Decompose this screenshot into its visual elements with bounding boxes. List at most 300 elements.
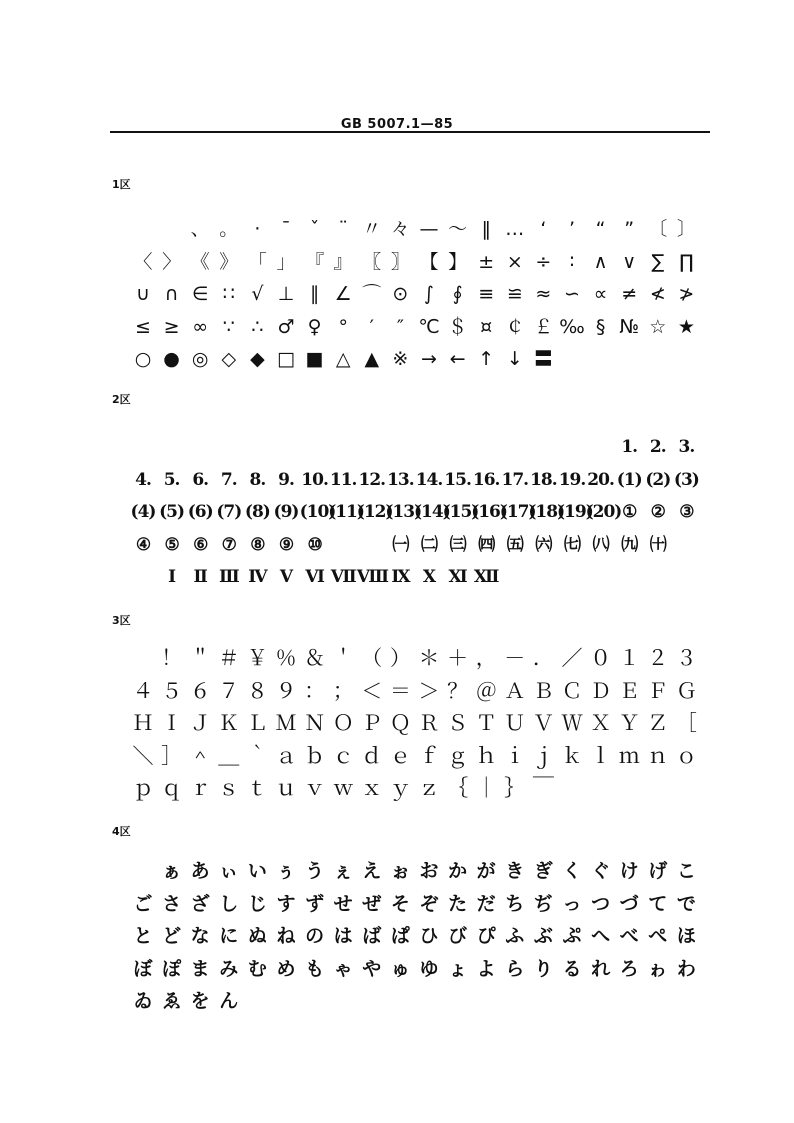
code-cell: な	[190, 925, 210, 947]
code-cell	[500, 432, 530, 462]
code-cell: Ｓ	[447, 711, 469, 735]
code-cell: 〕	[676, 218, 696, 240]
code-cell: 》	[219, 250, 239, 273]
code-cell: Ⅸ	[391, 567, 410, 587]
code-cell: ｏ	[675, 743, 697, 768]
code-cell: ∪	[136, 283, 150, 305]
code-cell: Ⅺ	[448, 567, 467, 587]
code-cell: を	[190, 990, 210, 1012]
code-cell	[443, 432, 473, 462]
code-cell: Ⅲ	[218, 567, 239, 587]
code-cell: ｕ	[275, 776, 297, 800]
code-cell: ②	[650, 502, 665, 522]
code-cell: お	[419, 860, 439, 882]
code-cell: う	[305, 860, 325, 882]
code-cell: そ	[390, 892, 410, 915]
code-cell: ぺ	[648, 925, 668, 947]
code-cell: け	[619, 860, 639, 882]
code-cell: ｐ	[132, 776, 154, 800]
code-cell: 〓	[533, 348, 553, 370]
code-cell: ㈠	[392, 534, 409, 555]
code-cell: き	[505, 860, 525, 882]
code-cell: ≯	[678, 283, 695, 305]
code-cell: (12)	[356, 502, 393, 522]
code-cell: ぬ	[247, 925, 267, 947]
code-cell: －	[504, 646, 526, 670]
code-cell: ば	[362, 925, 382, 947]
code-cell: 14.	[415, 469, 443, 490]
code-cell: 16.	[472, 469, 500, 490]
code-cell: ゑ	[162, 990, 182, 1012]
code-cell: ＝	[389, 678, 411, 703]
code-cell: ＂	[189, 646, 211, 670]
code-cell	[300, 432, 330, 462]
code-cell: ９	[275, 678, 297, 703]
code-cell: ゅ	[390, 957, 410, 980]
code-cell: せ	[333, 892, 353, 915]
code-cell: ぽ	[162, 957, 182, 980]
header-rule	[110, 131, 710, 133]
code-cell: や	[362, 957, 382, 980]
code-cell: ぱ	[390, 925, 410, 947]
code-cell: ａ	[275, 743, 297, 768]
code-cell: ぴ	[476, 925, 496, 947]
code-cell: ぁ	[162, 860, 182, 882]
code-cell: ＆	[304, 646, 326, 670]
code-cell: ぉ	[390, 860, 410, 882]
code-cell: Ｄ	[590, 678, 612, 703]
code-cell: (9)	[273, 502, 299, 522]
code-cell: は	[333, 925, 353, 947]
code-cell: Ⅻ	[473, 567, 499, 587]
code-cell: (11)	[328, 502, 364, 522]
code-cell: ≈	[535, 283, 552, 305]
code-cell: ∷	[222, 283, 235, 305]
code-cell: 〃	[362, 218, 382, 240]
code-cell: §	[595, 315, 606, 338]
code-cell	[128, 214, 158, 244]
code-cell: ¨	[338, 218, 348, 240]
code-cell: ＞	[418, 678, 440, 703]
code-cell	[242, 432, 272, 462]
code-cell: ㈡	[421, 534, 437, 555]
code-cell: ″	[396, 315, 404, 338]
code-cell: ＊	[418, 646, 440, 670]
code-cell: ょ	[448, 957, 468, 980]
code-cell: ま	[190, 957, 210, 980]
code-cell: ∴	[251, 315, 264, 338]
code-cell: ≮	[649, 283, 666, 305]
zone-3-label: 3区	[112, 614, 131, 627]
code-cell: （	[361, 646, 383, 670]
code-cell: —	[419, 218, 439, 240]
code-cell: ′	[369, 315, 374, 338]
code-cell: ０	[590, 646, 612, 670]
code-cell: ←	[449, 348, 466, 370]
code-cell: Ⅵ	[305, 567, 324, 587]
code-cell: こ	[676, 860, 696, 882]
code-cell: 9.	[278, 469, 294, 490]
code-cell: の	[305, 925, 325, 947]
code-cell	[271, 432, 301, 462]
code-cell: 〔	[648, 218, 668, 240]
code-cell: ｚ	[418, 776, 440, 800]
code-cell: Ｒ	[418, 711, 440, 735]
code-cell: Ｆ	[647, 678, 669, 703]
code-cell: (3)	[673, 469, 699, 490]
code-cell: ，	[475, 646, 497, 670]
code-cell: ”	[624, 218, 635, 240]
code-cell: ｋ	[561, 743, 583, 768]
zone-1-label: 1区	[112, 178, 131, 191]
code-cell: ↑	[478, 348, 495, 370]
code-cell: と	[133, 925, 153, 947]
code-cell: 20.	[587, 469, 614, 490]
code-cell: ぷ	[562, 925, 582, 947]
code-cell: 《	[190, 250, 210, 273]
code-cell: ［	[675, 711, 697, 735]
code-cell: 3.	[678, 437, 695, 457]
code-cell: ÷	[535, 250, 552, 273]
code-cell: (16)	[471, 502, 507, 522]
code-cell: ㈨	[621, 534, 638, 555]
code-cell: る	[562, 957, 582, 980]
code-cell: す	[276, 892, 296, 915]
code-cell: ：	[304, 678, 326, 703]
code-cell: (14)	[414, 502, 450, 522]
code-cell: ≥	[163, 315, 180, 338]
code-cell: ≌	[506, 283, 523, 305]
code-cell: 『	[305, 250, 325, 273]
code-cell: 」	[276, 250, 296, 273]
code-cell: ｆ	[418, 743, 440, 768]
code-cell: ｌ	[590, 743, 612, 768]
code-cell: ｘ	[361, 776, 383, 800]
code-cell: (1)	[616, 469, 642, 490]
code-cell: Ｇ	[675, 678, 697, 703]
code-cell: ５	[161, 678, 183, 703]
code-cell: 〗	[390, 250, 410, 273]
code-cell: ＾	[189, 743, 211, 768]
code-cell: ＠	[475, 678, 497, 703]
code-cell: に	[219, 925, 239, 947]
code-cell: ◇	[221, 348, 237, 370]
code-cell: へ	[591, 925, 611, 947]
code-cell: ·	[254, 218, 261, 240]
code-cell: ぞ	[419, 892, 439, 915]
code-cell: Ｍ	[275, 711, 297, 735]
code-cell: て	[648, 892, 668, 915]
code-cell: も	[305, 957, 325, 980]
code-cell: ふ	[505, 925, 525, 947]
code-cell: 4.	[135, 469, 151, 490]
code-cell: ぇ	[333, 860, 353, 882]
code-cell	[357, 432, 387, 462]
code-cell: ）	[389, 646, 411, 670]
code-cell: Ｏ	[332, 711, 354, 735]
code-cell: 10.	[301, 469, 328, 490]
code-cell: ｉ	[504, 743, 526, 768]
code-cell: (2)	[645, 469, 671, 490]
code-cell: Ｔ	[475, 711, 497, 735]
code-cell: め	[276, 957, 296, 980]
code-cell: ∝	[593, 283, 608, 305]
code-cell: ／	[561, 646, 583, 670]
code-cell: Ｉ	[161, 711, 183, 735]
code-cell	[357, 530, 387, 560]
code-cell: Ｃ	[561, 678, 583, 703]
code-cell: ｂ	[304, 743, 326, 768]
code-cell: 5.	[163, 469, 180, 490]
code-cell: か	[448, 860, 468, 882]
code-cell: ±	[478, 250, 495, 273]
code-cell: (6)	[187, 502, 213, 522]
code-cell: が	[476, 860, 496, 882]
code-cell: ゎ	[648, 957, 668, 980]
code-cell: ひ	[419, 925, 439, 947]
code-cell: ｔ	[246, 776, 268, 800]
code-cell	[214, 432, 244, 462]
code-cell: (7)	[216, 502, 242, 522]
code-cell: ＄	[448, 315, 468, 338]
code-cell: ㈢	[449, 534, 466, 555]
code-cell: (13)	[385, 502, 422, 522]
code-cell: ｎ	[647, 743, 669, 768]
code-cell: Ｅ	[618, 678, 640, 703]
code-cell: ず	[305, 892, 325, 915]
code-cell	[414, 432, 444, 462]
code-cell: ろ	[619, 957, 639, 980]
code-cell: √	[251, 283, 264, 305]
code-cell: ％	[275, 646, 297, 670]
code-cell: ↓	[506, 348, 523, 370]
code-cell: ◎	[191, 348, 209, 370]
code-cell: ⑥	[193, 534, 208, 555]
code-cell: Ｊ	[189, 711, 211, 735]
code-cell: で	[676, 892, 696, 915]
code-cell: Ｐ	[361, 711, 383, 735]
code-cell	[586, 432, 616, 462]
code-cell: ２	[647, 646, 669, 670]
code-cell: ∞	[192, 315, 209, 338]
code-cell: り	[533, 957, 553, 980]
code-cell: ∽	[564, 283, 580, 305]
code-cell: １	[618, 646, 640, 670]
code-cell	[128, 856, 158, 886]
code-cell: び	[448, 925, 468, 947]
code-cell: ‖	[481, 218, 491, 240]
zone-4-label: 4区	[112, 825, 131, 838]
code-cell: げ	[648, 860, 668, 882]
code-cell	[528, 432, 558, 462]
code-cell: た	[448, 892, 468, 915]
code-cell: ｛	[447, 776, 469, 800]
code-cell: (4)	[130, 502, 156, 522]
code-cell: ○	[134, 348, 152, 370]
code-cell: ￡	[533, 315, 553, 338]
code-cell: 11.	[329, 469, 357, 490]
code-cell: ７	[218, 678, 240, 703]
code-cell: →	[421, 348, 437, 370]
code-cell: Ⅹ	[422, 567, 436, 587]
code-cell: ㈤	[506, 534, 523, 555]
code-cell: ∫	[424, 283, 434, 305]
code-cell: Ｖ	[532, 711, 554, 735]
code-cell: ¤	[480, 315, 493, 338]
code-cell: ③	[679, 502, 694, 522]
code-cell: ｅ	[389, 743, 411, 768]
code-cell: Ｗ	[561, 711, 583, 735]
code-cell: べ	[619, 925, 639, 947]
code-cell: ｀	[246, 743, 268, 768]
code-cell	[128, 562, 158, 592]
code-cell: ⑨	[278, 534, 294, 555]
code-cell: ＜	[361, 678, 383, 703]
code-cell: ∧	[593, 250, 608, 273]
code-cell: (17)	[499, 502, 536, 522]
code-cell: ℃	[418, 315, 440, 338]
code-cell: ☆	[649, 315, 667, 338]
code-cell: づ	[619, 892, 639, 915]
code-cell: つ	[591, 892, 611, 915]
code-cell: …	[505, 218, 525, 240]
code-cell: ∠	[334, 283, 352, 305]
code-cell: ￣	[532, 776, 554, 800]
code-cell	[557, 432, 587, 462]
code-cell: ６	[189, 678, 211, 703]
code-cell: し	[219, 892, 239, 915]
code-cell: 17.	[501, 469, 529, 490]
code-cell: ８	[246, 678, 268, 703]
code-cell: Ⅶ	[330, 567, 356, 587]
code-cell: ゆ	[419, 957, 439, 980]
code-cell: 15.	[444, 469, 471, 490]
code-cell: 2.	[649, 437, 666, 457]
code-cell: ？	[447, 678, 469, 703]
code-cell: ④	[135, 534, 151, 555]
code-cell: Ⅰ	[168, 567, 176, 587]
code-cell: ◆	[250, 348, 265, 370]
code-cell: ㈥	[535, 534, 552, 555]
code-cell: (19)	[557, 502, 593, 522]
code-cell: ≠	[621, 283, 638, 305]
code-cell: ｇ	[447, 743, 469, 768]
code-cell: 。	[219, 218, 239, 240]
code-cell: 7.	[220, 469, 237, 490]
code-cell: ｝	[504, 776, 526, 800]
code-cell: ｑ	[161, 776, 183, 800]
code-cell: ‘	[540, 218, 547, 240]
code-cell: み	[219, 957, 239, 980]
code-cell: ゐ	[133, 990, 153, 1012]
code-cell: Ｙ	[618, 711, 640, 735]
code-cell: ∏	[679, 250, 694, 273]
code-cell	[328, 432, 358, 462]
code-cell: ∩	[164, 283, 179, 305]
code-cell: ｊ	[532, 743, 554, 768]
code-cell: ほ	[676, 925, 696, 947]
code-cell: ３	[675, 646, 697, 670]
code-cell: 8.	[249, 469, 266, 490]
code-cell: ざ	[190, 892, 210, 915]
code-cell: Ⅱ	[193, 567, 207, 587]
code-cell: ≤	[135, 315, 151, 338]
code-cell: ４	[132, 678, 154, 703]
code-cell: ぅ	[276, 860, 296, 882]
code-cell: Ⅳ	[248, 567, 267, 587]
code-cell: ㈩	[649, 534, 666, 555]
code-cell: (18)	[528, 502, 565, 522]
code-cell: 』	[333, 250, 353, 273]
code-cell: っ	[562, 892, 582, 915]
code-cell: ら	[505, 957, 525, 980]
code-cell: ぶ	[533, 925, 553, 947]
code-cell: Ⅴ	[279, 567, 293, 587]
code-cell: む	[247, 957, 267, 980]
code-cell: い	[247, 860, 267, 882]
code-cell: ⑦	[221, 534, 236, 555]
code-cell: (10)	[299, 502, 336, 522]
code-cell: ＼	[132, 743, 154, 768]
code-cell: ゃ	[333, 957, 353, 980]
code-cell: ご	[133, 892, 153, 915]
code-cell: ｗ	[332, 776, 354, 800]
code-cell: Ⅷ	[356, 567, 389, 587]
code-cell: ’	[568, 218, 576, 240]
code-cell: じ	[247, 892, 267, 915]
code-cell: 13.	[387, 469, 414, 490]
code-cell: れ	[591, 957, 611, 980]
code-cell: ぜ	[362, 892, 382, 915]
code-cell: ≡	[478, 283, 495, 305]
code-cell: ｒ	[189, 776, 211, 800]
code-cell: ‰	[559, 315, 585, 338]
code-cell: ※	[392, 348, 409, 370]
code-cell: 〖	[362, 250, 382, 273]
code-cell: Ｚ	[647, 711, 669, 735]
code-cell: ぎ	[533, 860, 553, 882]
code-cell: Ｕ	[504, 711, 526, 735]
code-cell: ね	[276, 925, 296, 947]
code-cell: ｜	[475, 776, 497, 800]
code-cell: だ	[476, 892, 496, 915]
code-cell: ㈧	[592, 534, 609, 555]
code-cell	[157, 432, 187, 462]
code-cell: ￠	[505, 315, 525, 338]
code-cell: ｈ	[475, 743, 497, 768]
code-cell: ん	[219, 990, 239, 1012]
code-cell: 】	[448, 250, 468, 273]
code-cell: ⊙	[392, 283, 409, 305]
code-cell: △	[335, 348, 351, 370]
code-cell: “	[595, 218, 606, 240]
code-cell: ♂	[277, 315, 295, 338]
code-cell: ⌒	[362, 283, 382, 305]
code-cell: ＃	[218, 646, 240, 670]
zone-2-label: 2区	[112, 393, 131, 406]
code-cell	[128, 643, 158, 673]
code-cell: ∥	[309, 283, 320, 305]
code-cell: え	[362, 860, 382, 882]
code-cell: ⑩	[307, 534, 322, 555]
code-cell: わ	[676, 957, 696, 980]
code-cell: ～	[448, 218, 468, 240]
code-cell: №	[619, 315, 640, 338]
code-cell: °	[338, 315, 348, 338]
code-cell: 12.	[358, 469, 386, 490]
code-cell: ．	[532, 646, 554, 670]
code-cell: ＿	[218, 743, 240, 768]
